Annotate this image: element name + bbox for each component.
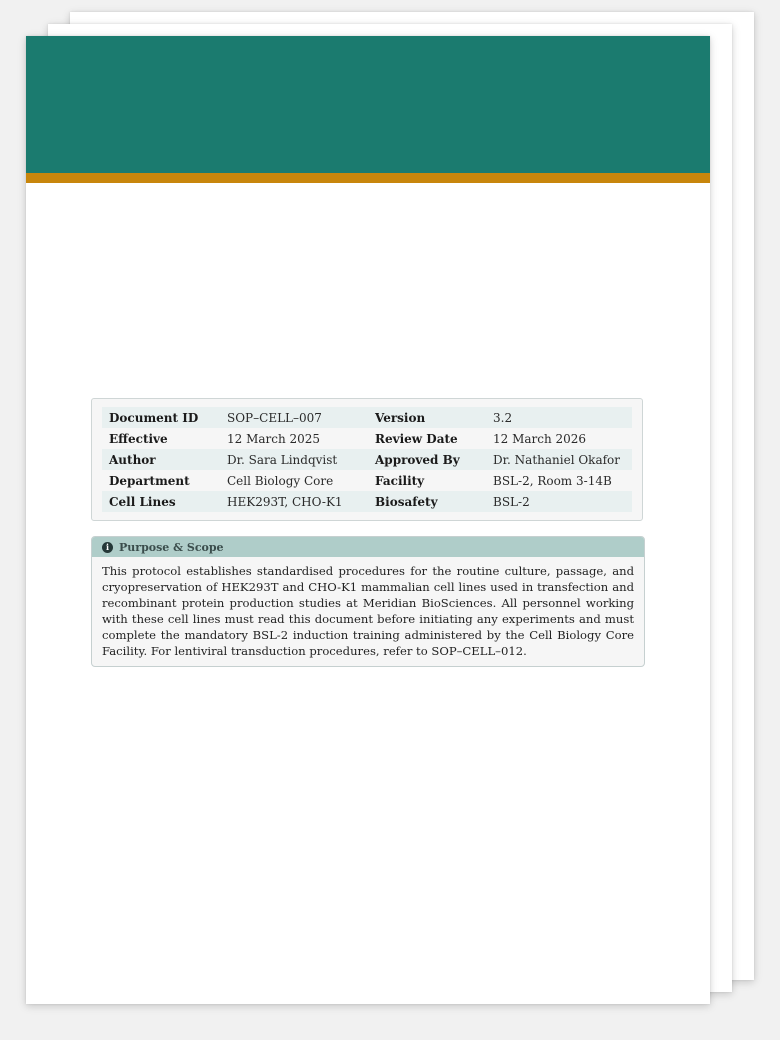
- metadata-label: Review Date: [368, 428, 486, 449]
- metadata-row: [102, 449, 632, 470]
- metadata-label: Approved By: [368, 449, 486, 470]
- metadata-value: 12 March 2026: [486, 428, 632, 449]
- metadata-row: [102, 407, 632, 428]
- metadata-value: 3.2: [486, 407, 632, 428]
- metadata-row: [102, 428, 632, 449]
- metadata-value: BSL-2: [486, 491, 632, 512]
- metadata-label: Document ID: [102, 407, 220, 428]
- header-accent-stripe: [26, 173, 710, 183]
- metadata-label: Facility: [368, 470, 486, 491]
- metadata-value: 12 March 2025: [220, 428, 368, 449]
- metadata-label: Department: [102, 470, 220, 491]
- metadata-label: Biosafety: [368, 491, 486, 512]
- callout-body: This protocol establishes standardised procedures for the routine culture, passage, and cryopreservation of HEK293T and CHO-K1 mammalian cell lines used in transfection and recombinant protein production studies at Meridian BioSciences. All personnel working with these cell lines must read this document before initiating any experiments and must complete the mandatory BSL-2 induction training administered by the Cell Biology Core Facility. For lentiviral transduction procedures, refer to SOP–CELL–012.: [102, 564, 634, 658]
- metadata-row: [102, 470, 632, 491]
- callout-title: Purpose & Scope: [119, 540, 224, 554]
- metadata-value: BSL-2, Room 3-14B: [486, 470, 632, 491]
- document-page: [26, 36, 710, 1004]
- purpose-scope-callout: [91, 536, 645, 667]
- callout-header: [92, 537, 644, 557]
- metadata-row: [102, 491, 632, 512]
- metadata-label: Author: [102, 449, 220, 470]
- metadata-label: Cell Lines: [102, 491, 220, 512]
- metadata-value: Cell Biology Core: [220, 470, 368, 491]
- metadata-label: Effective: [102, 428, 220, 449]
- info-icon: i: [102, 542, 113, 553]
- document-metadata-box: [91, 398, 643, 521]
- metadata-label: Version: [368, 407, 486, 428]
- header-band: [26, 36, 710, 173]
- metadata-value: Dr. Nathaniel Okafor: [486, 449, 632, 470]
- metadata-value: SOP–CELL–007: [220, 407, 368, 428]
- metadata-value: HEK293T, CHO-K1: [220, 491, 368, 512]
- metadata-value: Dr. Sara Lindqvist: [220, 449, 368, 470]
- metadata-table: [102, 407, 632, 512]
